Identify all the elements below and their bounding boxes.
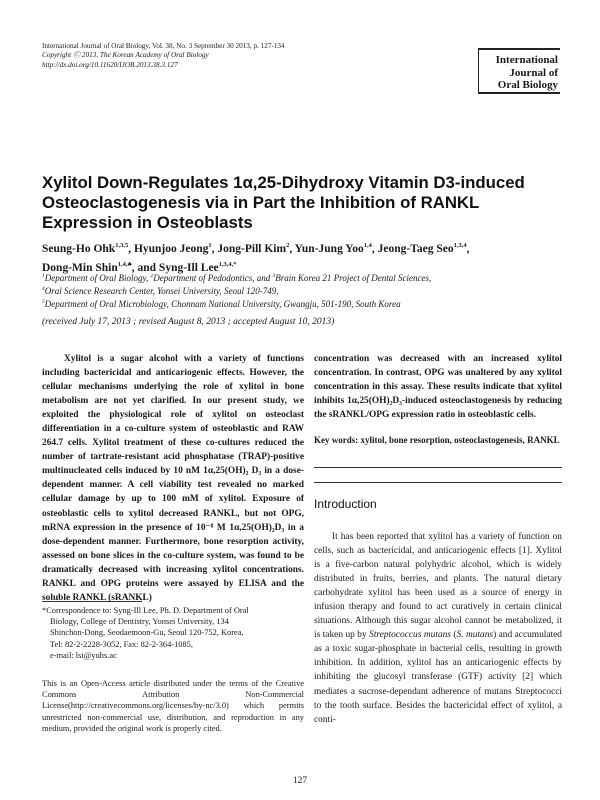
body-text: (	[450, 630, 457, 641]
author-name: Hyunjoo Jeong	[133, 242, 209, 255]
journal-citation-line: International Journal of Oral Biology, Vol. 38, No. 3 September 30 2013, p. 127-134	[42, 42, 285, 50]
email-line: e-mail: lsi@yuhs.ac	[50, 650, 117, 660]
footnote-line: *Correspondence to: Syng-Ill Lee, Ph. D. Department of Oral	[42, 606, 249, 615]
author-list: Seung-Ho Ohk$^{1,3,5}$, Hyunjoo Jeong$^1$, Jong-Pill Kim$^2$, Yun-Jung Yoo$^{1,4}$, Jeong-Taeg Seo$^{1,3,4}$, Dong-Min Shin$^{1,4,♣}$, and Syng-Ill Lee$^{1,3,4,*}$	[42, 242, 470, 274]
doi-line[interactable]: http://dx.doi.org/10.11620/IJOB.2013.38.3.127	[42, 60, 178, 69]
author-name: Dong-Min Shin	[42, 261, 118, 274]
section-divider	[314, 482, 562, 483]
author-affiliation-marker: 1	[208, 242, 212, 249]
affiliation-number: 5	[42, 299, 45, 306]
affiliation-text: Brain Korea 21 Project of Dental Sciences,	[275, 273, 432, 283]
affiliation-text: Oral Science Research Center, Yonsei University, Seoul 120-749,	[44, 286, 279, 297]
journal-name-line: Journal of	[509, 66, 558, 79]
page-number: 127	[292, 776, 308, 786]
affiliation-text: Department of Pedodontics, and	[153, 273, 273, 283]
keywords: Key words: xylitol, bone resorption, osteoclastogenesis, RANKL	[314, 435, 560, 445]
affiliation-line	[42, 284, 562, 297]
received-dates: (received July 17, 2013 ; revised August 8, 2013 ; accepted August 10, 2013)	[42, 317, 335, 327]
species-name: S. mutans	[456, 630, 494, 641]
journal-name-box	[478, 48, 560, 94]
author-affiliation-marker: 1,3,4	[453, 242, 467, 249]
correspondence-footnote	[42, 605, 304, 661]
footnote-line: Shinchon-Dong, Seodaemoon-Gu, Seoul 120-752, Korea,	[50, 628, 244, 638]
affiliation-line	[42, 271, 562, 284]
author-affiliation-marker: 2	[286, 242, 290, 249]
species-name: Streptococcus mutans	[369, 630, 451, 641]
author-name: Syng-Ill Lee	[158, 261, 219, 274]
footnote-line: Biology, College of Dentistry, Yonsei University, 134	[50, 617, 229, 627]
introduction-text	[314, 530, 562, 727]
abstract-column-2: concentration was decreased with an increased xylitol concentration. In contrast, OPG was unaltered by any xylitol concentration in this assay. These results indicate that xylitol inhibits 1α,25(OH)₂D₃-induced osteoclastogenesis by reducing the sRANKL/OPG expression ratio in osteoblastic cells.	[314, 354, 562, 421]
author-name: Yun-Jung Yoo	[294, 242, 364, 255]
author-affiliation-marker: 1,3,4,*	[218, 260, 237, 268]
footnote-rule	[42, 601, 142, 602]
author-name: Jong-Pill Kim	[217, 242, 287, 255]
author-name: Seung-Ho Ohk	[42, 242, 116, 255]
section-heading: Introduction	[314, 497, 377, 511]
author-affiliation-marker: 1,4	[363, 242, 372, 249]
section-divider	[314, 467, 562, 468]
affiliation-number: 2	[150, 273, 154, 279]
affiliation-text: Department of Oral Biology,	[44, 273, 151, 283]
affiliation-text: Department of Oral Microbiology, Chonnam National University, Gwangju, 501-190, South Korea	[44, 299, 401, 310]
affiliation-number: 1	[42, 273, 45, 279]
journal-name-line: Oral Biology	[497, 79, 558, 91]
journal-name-line: International	[495, 54, 558, 66]
article-title: Xylitol Down-Regulates 1α,25-Dihydroxy Vitamin D3-induced Osteoclastogenesis via in Part the Inhibition of RANKL Expression in Osteoblasts	[42, 173, 525, 232]
affiliation-line	[42, 297, 562, 310]
abstract-column-1: Xylitol is a sugar alcohol with a variety of functions including bactericidal and anticariogenic effects. However, the cellular mechanisms underlying the role of xylitol in bone metabolism are not yet clarified. In our present study, we exploited the physiological role of xylitol on osteoclast differentiation in a co-culture system of osteoblastic and RAW 264.7 cells. Xylitol treatment of these co-cultures reduced the number of tartrate-resistant acid phosphatase (TRAP)-positive multinucleated cells induced by 10 nM 1α,25(OH)₂ D₃ in a dose-dependent manner. A cell viability test revealed no marked cellular damage by up to 100 mM of xylitol. Exposure of osteoblastic cells to xylitol decreased RANKL, but not OPG, mRNA expression in the presence of 10⁻⁸ M 1α,25(OH)₂D₃ in a dose-dependent manner. Furthermore, bone resorption activity, assessed on bone slices in the co-culture system, was found to be dramatically decreased with increasing xylitol concentrations. RANKL and OPG proteins were assayed by ELISA and the soluble RANKL (sRANKL)	[42, 354, 304, 603]
footnote-line: Tel: 82-2-2228-3052, Fax: 82-2-364-1085,	[50, 639, 193, 649]
author-affiliation-marker: 1,3,5	[115, 242, 129, 249]
license-note: This is an Open-Access article distributed under the terms of the Creative Commons Attribution Non-Commercial License(http://creativecommons.org/licenses/by-nc/3.0) which permits unrestricted non-commercial use, distribution, and reproduction in any medium, provided the original work is properly cited.	[42, 679, 304, 733]
affiliation-number: 4	[42, 286, 45, 293]
author-affiliation-marker: 1,4,♣	[117, 260, 132, 268]
copyright-line: Copyright Ⓒ 2013, The Korean Academy of Oral Biology	[42, 51, 209, 60]
journal-citation	[42, 42, 285, 70]
body-text: ) and accumulated as a toxic sugar-phosphate in bacterial cells, resulting in growth inhibition. In addition, xylitol has an anticariogenic effects by inhibiting the glucosyl transferase (GTF) activity [2] which mediates a sucrose-dependant adherence of mutans Streptococci to the tooth surface. Besides the bactericidal effect of xylitol, a conti-	[314, 630, 562, 725]
body-text: It has been reported that xylitol has a variety of function on cells, such as bactericidal, and anticariogenic effects [1]. Xylitol is a five-carbon natural polyhydric alcohol, which is widely distributed in fruits, berries, and plants. The natural dietary carbohydrate xylitol has been used as a source of energy in infusion therapy and found to act curatively in certain clinical situations. Although this sugar alcohol cannot be metabolized, it is taken up by	[314, 532, 562, 641]
affiliation-number: 3	[272, 273, 276, 279]
affiliations	[42, 271, 562, 311]
author-name: Jeong-Taeg Seo	[377, 242, 454, 255]
